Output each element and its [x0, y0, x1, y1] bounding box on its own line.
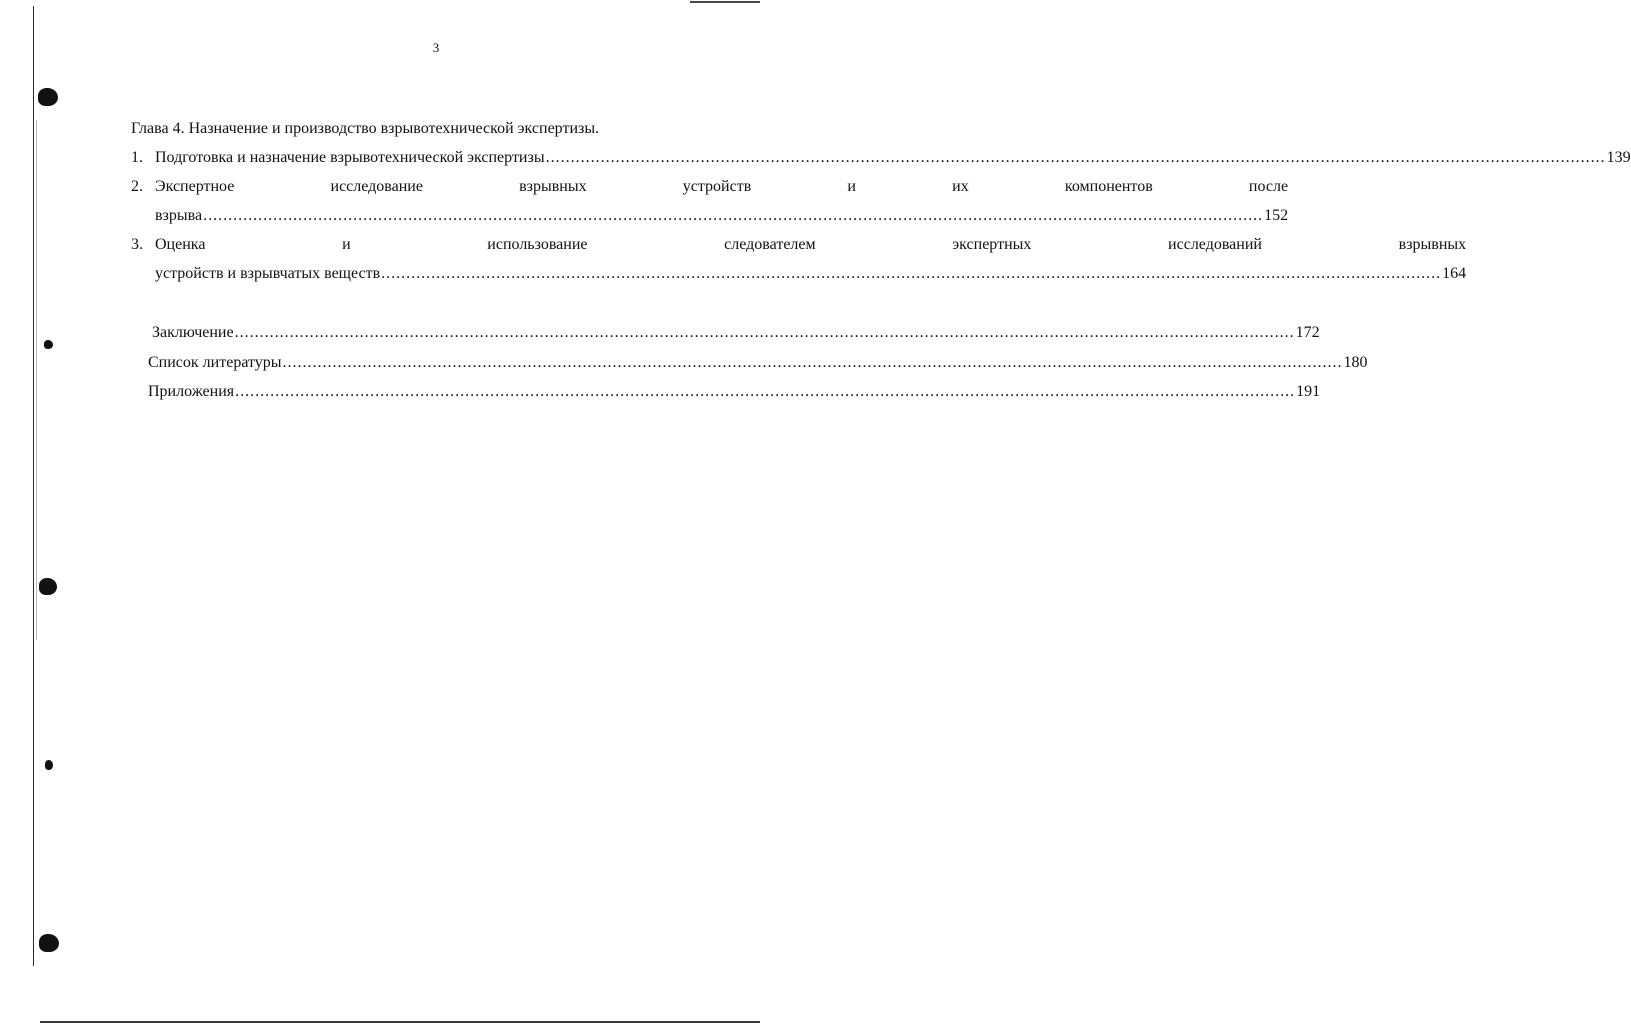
punch-hole-mark [39, 934, 59, 952]
toc-entry-title-line: устройств и взрывчатых веществ [155, 265, 381, 282]
toc-entry-title-line: взрыва [155, 207, 203, 224]
toc-entry-number: 1. [131, 149, 143, 166]
punch-hole-mark [44, 340, 53, 349]
toc-page-number: 172 [1295, 324, 1320, 341]
punch-hole-mark [45, 760, 53, 770]
dot-leader [283, 348, 1343, 377]
punch-hole-mark [39, 578, 57, 595]
toc-entry-1 [131, 143, 1631, 172]
table-of-contents [131, 114, 1631, 288]
binding-margin-line [33, 6, 34, 966]
dot-leader [203, 201, 1263, 230]
toc-entry-number: 2. [131, 178, 143, 195]
toc-entry-title: Подготовка и назначение взрывотехнической экспертизы [155, 149, 545, 166]
toc-entry-title-line: Экспертное исследование взрывных устройств и их компонентов после [155, 178, 1289, 195]
page-number: 3 [432, 40, 440, 55]
toc-back-matter-appendices [148, 377, 1321, 406]
toc-back-matter-references [148, 348, 1368, 377]
dot-leader [546, 143, 1606, 172]
binding-margin-line-faint [36, 120, 37, 640]
toc-page-number: 139 [1606, 149, 1631, 166]
chapter-title: Глава 4. Назначение и производство взрывотехнической экспертизы. [131, 120, 600, 137]
toc-page-number: 152 [1264, 207, 1289, 224]
scan-edge-line [690, 1, 760, 3]
dot-leader [235, 318, 1295, 347]
scan-bottom-edge [40, 1021, 760, 1023]
toc-back-matter-conclusion [152, 318, 1320, 347]
dot-leader [235, 377, 1295, 406]
toc-page-number: 164 [1442, 265, 1467, 282]
toc-page-number: 191 [1296, 383, 1321, 400]
toc-entry-title: Список литературы [148, 354, 282, 371]
toc-entry-title: Приложения [148, 383, 235, 400]
toc-entry-title: Заключение [152, 324, 234, 341]
toc-entry-2 [131, 172, 1289, 230]
toc-page-number: 180 [1343, 354, 1368, 371]
toc-entry-number: 3. [131, 236, 143, 253]
toc-entry-3 [131, 230, 1467, 288]
toc-entry-title-line: Оценка и использование следователем экспертных исследований взрывных [155, 236, 1467, 253]
dot-leader [381, 259, 1441, 288]
punch-hole-mark [38, 88, 58, 106]
